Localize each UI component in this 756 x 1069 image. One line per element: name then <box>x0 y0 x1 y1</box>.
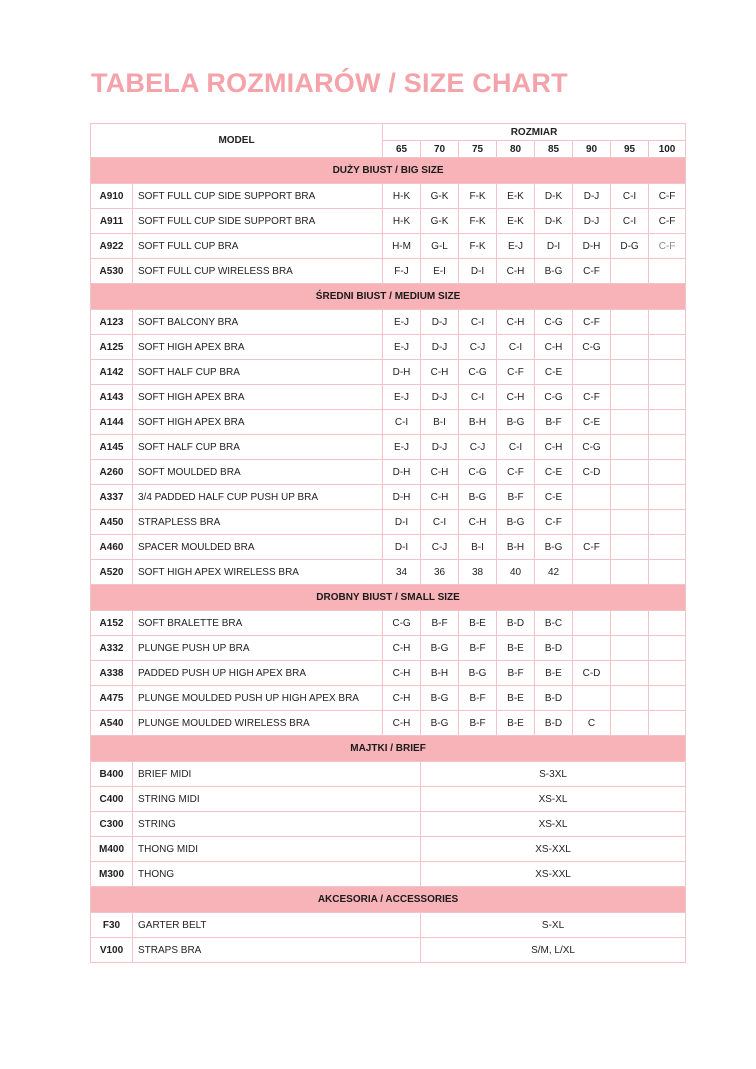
size-cell: B-G <box>535 535 573 560</box>
table-row <box>91 385 686 410</box>
model-code: C300 <box>91 812 133 837</box>
size-cell: 38 <box>459 560 497 585</box>
size-cell <box>649 360 686 385</box>
table-row <box>91 510 686 535</box>
table-row <box>91 410 686 435</box>
size-range: XS-XXL <box>421 837 686 862</box>
model-name: SOFT HALF CUP BRA <box>133 360 383 385</box>
size-cell: B-C <box>535 611 573 636</box>
size-cell <box>649 460 686 485</box>
size-range: XS-XXL <box>421 862 686 887</box>
size-cell: C-H <box>383 636 421 661</box>
size-cell: E-K <box>497 184 535 209</box>
size-cell: B-F <box>497 485 535 510</box>
size-cell: B-G <box>497 510 535 535</box>
model-name: SOFT HIGH APEX BRA <box>133 410 383 435</box>
table-row <box>91 913 686 938</box>
model-code: C400 <box>91 787 133 812</box>
model-code: A332 <box>91 636 133 661</box>
size-cell: B-F <box>459 636 497 661</box>
model-name: THONG MIDI <box>133 837 421 862</box>
size-cell <box>649 535 686 560</box>
size-cell: B-E <box>459 611 497 636</box>
model-name: SOFT HIGH APEX BRA <box>133 385 383 410</box>
table-row <box>91 209 686 234</box>
size-cell <box>649 410 686 435</box>
size-cell: D-J <box>421 335 459 360</box>
size-cell: C-F <box>573 310 611 335</box>
table-row <box>91 184 686 209</box>
size-cell <box>611 485 649 510</box>
model-code: A338 <box>91 661 133 686</box>
size-cell <box>611 360 649 385</box>
size-cell <box>611 611 649 636</box>
table-row <box>91 335 686 360</box>
size-cell: F-K <box>459 234 497 259</box>
size-cell: C-F <box>573 535 611 560</box>
size-cell: C-I <box>611 184 649 209</box>
size-cell: C-G <box>459 460 497 485</box>
size-cell: B-E <box>497 636 535 661</box>
size-cell: D-J <box>573 209 611 234</box>
table-row <box>91 812 686 837</box>
model-code: A125 <box>91 335 133 360</box>
size-cell: C-H <box>421 485 459 510</box>
section-band <box>91 284 686 310</box>
table-row <box>91 560 686 585</box>
size-cell <box>649 636 686 661</box>
size-cell: B-G <box>421 636 459 661</box>
size-cell: D-J <box>421 385 459 410</box>
model-code: A144 <box>91 410 133 435</box>
table-row <box>91 762 686 787</box>
size-cell: C-J <box>459 435 497 460</box>
size-cell: C-F <box>573 385 611 410</box>
size-cell: C-H <box>497 310 535 335</box>
size-cell: H-K <box>383 184 421 209</box>
table-row <box>91 310 686 335</box>
model-name: THONG <box>133 862 421 887</box>
size-cell: B-G <box>535 259 573 284</box>
size-cell: D-K <box>535 209 573 234</box>
size-cell: C-E <box>535 360 573 385</box>
size-cell: C-H <box>421 360 459 385</box>
size-cell <box>611 259 649 284</box>
size-range: S-3XL <box>421 762 686 787</box>
size-cell: C-F <box>649 184 686 209</box>
section-title: DROBNY BIUST / SMALL SIZE <box>91 585 686 611</box>
model-code: V100 <box>91 938 133 963</box>
size-cell: C-I <box>611 209 649 234</box>
model-name: SOFT BALCONY BRA <box>133 310 383 335</box>
model-name: SOFT FULL CUP BRA <box>133 234 383 259</box>
size-cell: C-F <box>497 460 535 485</box>
size-cell: H-K <box>383 209 421 234</box>
size-cell: H-M <box>383 234 421 259</box>
size-cell: C-E <box>535 485 573 510</box>
size-cell: C-J <box>459 335 497 360</box>
size-cell <box>573 686 611 711</box>
size-cell: D-H <box>573 234 611 259</box>
size-cell: B-E <box>497 686 535 711</box>
size-cell: B-E <box>497 711 535 736</box>
model-code: A260 <box>91 460 133 485</box>
size-cell: B-H <box>421 661 459 686</box>
model-code: A145 <box>91 435 133 460</box>
size-header: 85 <box>535 141 573 158</box>
model-name: STRING MIDI <box>133 787 421 812</box>
size-cell: C-D <box>573 661 611 686</box>
size-cell: C-G <box>573 335 611 360</box>
size-cell: C-H <box>383 711 421 736</box>
size-header: 75 <box>459 141 497 158</box>
model-code: M300 <box>91 862 133 887</box>
table-row <box>91 234 686 259</box>
size-cell: B-D <box>535 636 573 661</box>
size-cell: B-I <box>421 410 459 435</box>
size-cell <box>573 510 611 535</box>
size-cell <box>611 410 649 435</box>
page-title: TABELA ROZMIARÓW / SIZE CHART <box>91 68 568 98</box>
size-cell <box>649 510 686 535</box>
model-code: A450 <box>91 510 133 535</box>
size-cell <box>611 510 649 535</box>
size-cell: D-H <box>383 485 421 510</box>
size-cell: D-J <box>421 310 459 335</box>
size-cell: 34 <box>383 560 421 585</box>
model-name: SOFT MOULDED BRA <box>133 460 383 485</box>
size-cell: C-D <box>573 460 611 485</box>
size-cell <box>573 636 611 661</box>
model-code: A922 <box>91 234 133 259</box>
size-cell: F-K <box>459 209 497 234</box>
size-cell: D-J <box>573 184 611 209</box>
model-code: A530 <box>91 259 133 284</box>
model-code: M400 <box>91 837 133 862</box>
size-cell <box>649 335 686 360</box>
size-cell: C-G <box>535 310 573 335</box>
size-cell: 42 <box>535 560 573 585</box>
size-cell: C-F <box>649 234 686 259</box>
size-cell: E-K <box>497 209 535 234</box>
table-row <box>91 686 686 711</box>
table-row <box>91 636 686 661</box>
size-cell: B-G <box>497 410 535 435</box>
size-header: 90 <box>573 141 611 158</box>
size-cell <box>649 259 686 284</box>
model-name: SOFT FULL CUP SIDE SUPPORT BRA <box>133 209 383 234</box>
size-cell: G-L <box>421 234 459 259</box>
size-cell <box>649 611 686 636</box>
size-cell: E-J <box>497 234 535 259</box>
table-row <box>91 862 686 887</box>
model-code: A540 <box>91 711 133 736</box>
model-code: A910 <box>91 184 133 209</box>
size-cell <box>649 560 686 585</box>
size-header: 70 <box>421 141 459 158</box>
size-cell: E-J <box>383 310 421 335</box>
size-cell <box>611 460 649 485</box>
size-cell: C-I <box>459 385 497 410</box>
size-cell <box>611 535 649 560</box>
size-cell: E-J <box>383 335 421 360</box>
model-code: A123 <box>91 310 133 335</box>
model-name: PLUNGE MOULDED WIRELESS BRA <box>133 711 383 736</box>
size-cell <box>649 711 686 736</box>
size-cell: C-G <box>459 360 497 385</box>
size-range: XS-XL <box>421 812 686 837</box>
size-cell: B-G <box>421 686 459 711</box>
section-title: AKCESORIA / ACCESSORIES <box>91 887 686 913</box>
size-cell: B-F <box>459 711 497 736</box>
size-range: S-XL <box>421 913 686 938</box>
model-name: 3/4 PADDED HALF CUP PUSH UP BRA <box>133 485 383 510</box>
size-cell: C-I <box>421 510 459 535</box>
size-cell: 40 <box>497 560 535 585</box>
size-cell: D-H <box>383 460 421 485</box>
size-cell: D-G <box>611 234 649 259</box>
size-cell: D-I <box>383 510 421 535</box>
table-row <box>91 611 686 636</box>
size-cell <box>611 310 649 335</box>
size-header: 95 <box>611 141 649 158</box>
size-cell <box>649 310 686 335</box>
table-row <box>91 787 686 812</box>
model-name: SPACER MOULDED BRA <box>133 535 383 560</box>
size-cell: F-J <box>383 259 421 284</box>
size-cell: C-G <box>535 385 573 410</box>
size-cell: C-J <box>421 535 459 560</box>
section-band <box>91 158 686 184</box>
model-name: SOFT HIGH APEX BRA <box>133 335 383 360</box>
model-name: STRING <box>133 812 421 837</box>
size-cell <box>573 560 611 585</box>
size-cell: B-F <box>535 410 573 435</box>
size-cell: C-E <box>535 460 573 485</box>
section-band <box>91 736 686 762</box>
size-cell <box>611 560 649 585</box>
size-cell: C-G <box>383 611 421 636</box>
table-row <box>91 711 686 736</box>
section-title: DUŻY BIUST / BIG SIZE <box>91 158 686 184</box>
model-code: A337 <box>91 485 133 510</box>
size-cell <box>573 360 611 385</box>
size-cell: C <box>573 711 611 736</box>
size-cell <box>611 385 649 410</box>
model-code: B400 <box>91 762 133 787</box>
size-header: 80 <box>497 141 535 158</box>
size-cell <box>649 485 686 510</box>
size-cell: D-H <box>383 360 421 385</box>
size-cell <box>611 636 649 661</box>
size-cell: C-F <box>649 209 686 234</box>
model-code: A152 <box>91 611 133 636</box>
size-cell: G-K <box>421 209 459 234</box>
size-range: XS-XL <box>421 787 686 812</box>
model-name: PADDED PUSH UP HIGH APEX BRA <box>133 661 383 686</box>
size-cell: B-F <box>421 611 459 636</box>
size-cell: B-F <box>497 661 535 686</box>
size-cell: B-E <box>535 661 573 686</box>
table-row <box>91 460 686 485</box>
size-cell: E-I <box>421 259 459 284</box>
table-row <box>91 435 686 460</box>
section-band <box>91 585 686 611</box>
section-title: MAJTKI / BRIEF <box>91 736 686 762</box>
model-name: PLUNGE PUSH UP BRA <box>133 636 383 661</box>
section-title: ŚREDNI BIUST / MEDIUM SIZE <box>91 284 686 310</box>
size-cell <box>611 435 649 460</box>
size-cell: B-G <box>459 661 497 686</box>
table-row <box>91 485 686 510</box>
size-cell: B-G <box>421 711 459 736</box>
model-name: GARTER BELT <box>133 913 421 938</box>
size-cell: B-F <box>459 686 497 711</box>
model-code: A520 <box>91 560 133 585</box>
size-cell: C-I <box>497 435 535 460</box>
size-cell: C-H <box>497 259 535 284</box>
model-code: A460 <box>91 535 133 560</box>
model-code: F30 <box>91 913 133 938</box>
size-cell: C-F <box>573 259 611 284</box>
size-cell: D-I <box>535 234 573 259</box>
model-name: SOFT HIGH APEX WIRELESS BRA <box>133 560 383 585</box>
size-cell: B-G <box>459 485 497 510</box>
size-cell <box>573 611 611 636</box>
size-cell: G-K <box>421 184 459 209</box>
size-cell: C-H <box>535 435 573 460</box>
size-cell: B-H <box>497 535 535 560</box>
size-cell <box>611 335 649 360</box>
size-cell: C-F <box>497 360 535 385</box>
size-header: 100 <box>649 141 686 158</box>
size-range: S/M, L/XL <box>421 938 686 963</box>
section-band <box>91 887 686 913</box>
size-cell: B-D <box>497 611 535 636</box>
size-cell: D-J <box>421 435 459 460</box>
size-cell <box>649 686 686 711</box>
size-cell: C-E <box>573 410 611 435</box>
size-cell <box>649 435 686 460</box>
model-code: A911 <box>91 209 133 234</box>
size-cell <box>649 385 686 410</box>
table-row <box>91 535 686 560</box>
model-code: A142 <box>91 360 133 385</box>
size-cell: B-I <box>459 535 497 560</box>
size-cell <box>649 661 686 686</box>
model-name: SOFT HALF CUP BRA <box>133 435 383 460</box>
size-cell: E-J <box>383 435 421 460</box>
size-cell: C-I <box>459 310 497 335</box>
size-cell: C-H <box>383 661 421 686</box>
model-name: PLUNGE MOULDED PUSH UP HIGH APEX BRA <box>133 686 383 711</box>
model-name: SOFT FULL CUP WIRELESS BRA <box>133 259 383 284</box>
size-cell: F-K <box>459 184 497 209</box>
size-cell: C-H <box>421 460 459 485</box>
size-cell: 36 <box>421 560 459 585</box>
model-name: SOFT FULL CUP SIDE SUPPORT BRA <box>133 184 383 209</box>
model-name: STRAPLESS BRA <box>133 510 383 535</box>
table-row <box>91 259 686 284</box>
size-cell: C-F <box>535 510 573 535</box>
size-cell: C-H <box>459 510 497 535</box>
model-name: BRIEF MIDI <box>133 762 421 787</box>
rozmiar-header: ROZMIAR <box>383 124 686 141</box>
size-cell <box>573 485 611 510</box>
model-code: A143 <box>91 385 133 410</box>
table-row <box>91 661 686 686</box>
size-cell: C-H <box>383 686 421 711</box>
size-cell: D-I <box>383 535 421 560</box>
size-cell: E-J <box>383 385 421 410</box>
table-row <box>91 837 686 862</box>
size-cell <box>611 711 649 736</box>
size-cell: C-H <box>497 385 535 410</box>
size-cell: D-I <box>459 259 497 284</box>
size-cell: D-K <box>535 184 573 209</box>
size-cell: B-D <box>535 711 573 736</box>
model-header: MODEL <box>91 124 383 158</box>
size-cell: C-G <box>573 435 611 460</box>
size-cell: B-D <box>535 686 573 711</box>
size-cell: C-I <box>497 335 535 360</box>
table-row <box>91 938 686 963</box>
size-cell: B-H <box>459 410 497 435</box>
size-cell <box>611 686 649 711</box>
table-row <box>91 360 686 385</box>
model-name: SOFT BRALETTE BRA <box>133 611 383 636</box>
size-cell: C-H <box>535 335 573 360</box>
model-code: A475 <box>91 686 133 711</box>
model-name: STRAPS BRA <box>133 938 421 963</box>
size-chart-table <box>90 123 686 963</box>
size-cell <box>611 661 649 686</box>
size-cell: C-I <box>383 410 421 435</box>
size-header: 65 <box>383 141 421 158</box>
